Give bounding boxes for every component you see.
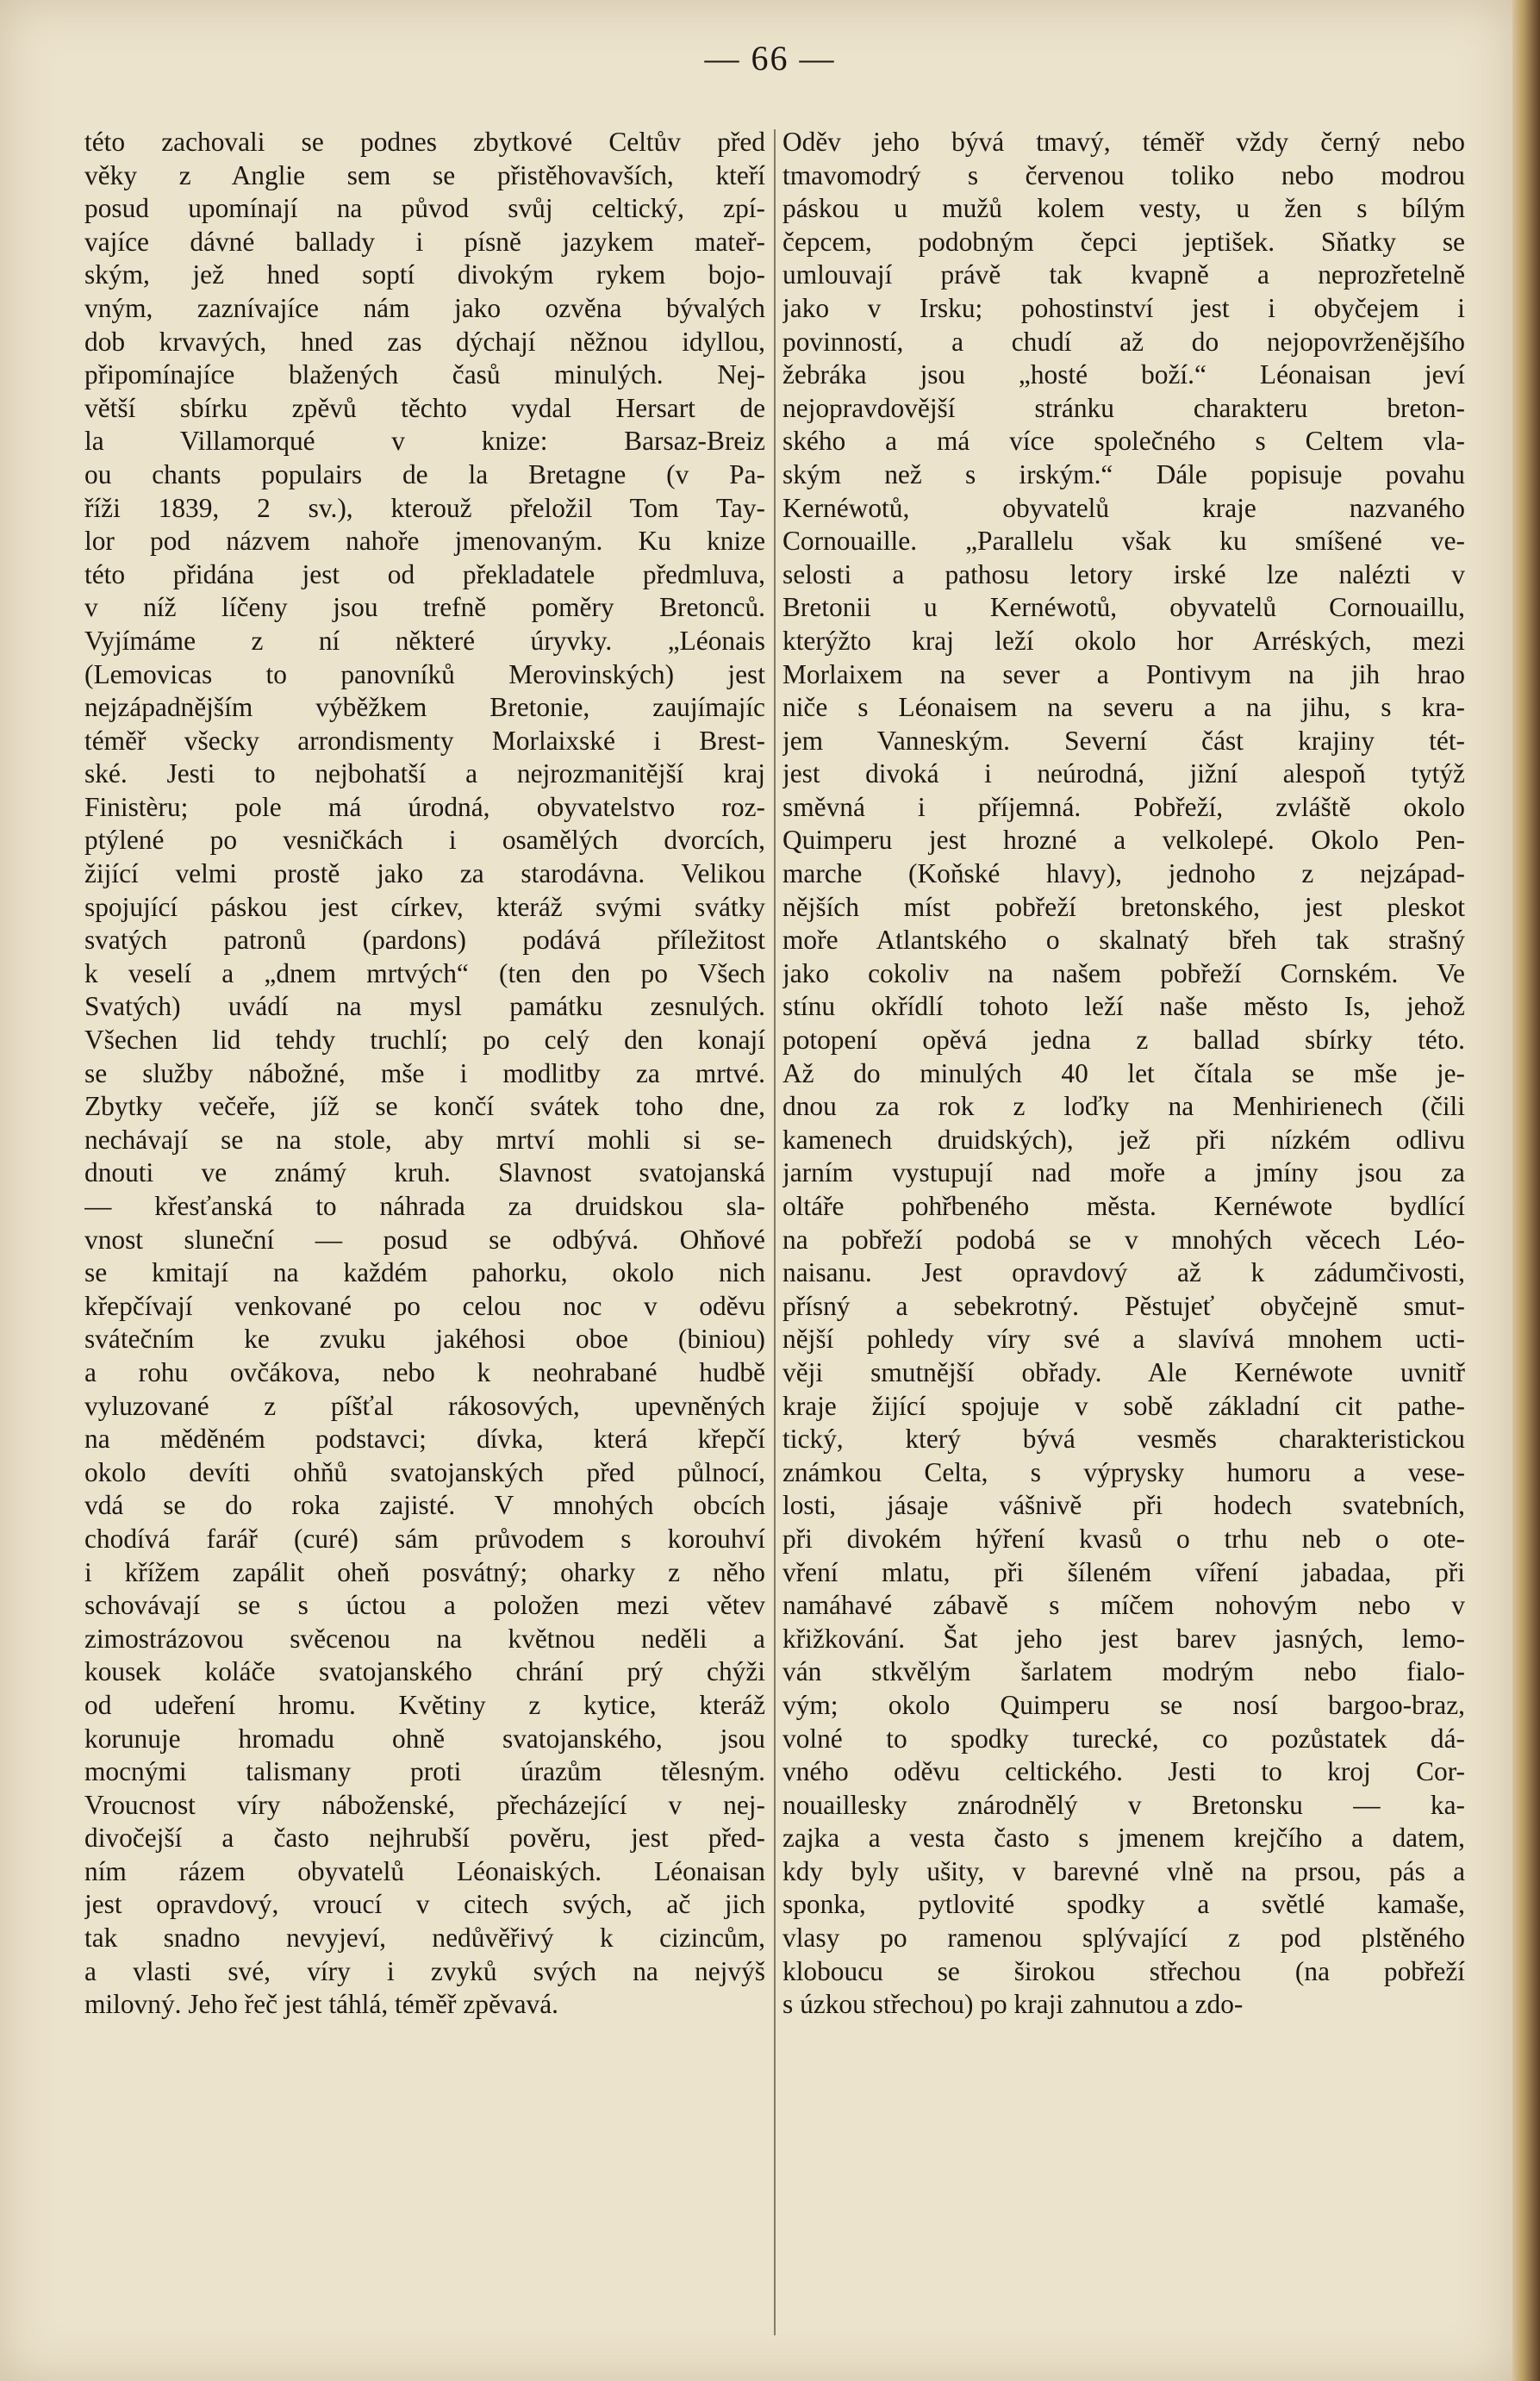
text-line: nějších míst pobřeží bretonského, jest pleskot <box>782 891 1465 922</box>
text-line: potopení opěvá jedna z ballad sbírky této. <box>782 1025 1465 1056</box>
text-line: jest divoká i neúrodná, jižní alespoň tytýž <box>782 758 1465 789</box>
text-line: Vyjímáme z ní některé úryvky. „Léonais <box>84 625 765 656</box>
text-line: povinností, a chudí až do nejopovrženějšího <box>782 326 1465 357</box>
text-line: této přidána jest od překladatele předmluva, <box>84 558 765 589</box>
text-line: spojující páskou jest církev, kteráž svými svátky <box>84 891 765 922</box>
text-line: selosti a pathosu letory irské lze nalézti v <box>782 558 1465 589</box>
text-line: nější pohledy víry své a slavívá mnohem ucti- <box>782 1324 1465 1355</box>
text-line: tmavomodrý s červenou toliko nebo modrou <box>782 159 1465 190</box>
text-line: k veselí a „dnem mrtvých“ (ten den po Všech <box>84 957 765 988</box>
text-line: zimostrázovou svěcenou na květnou neděli a <box>84 1623 765 1654</box>
text-line: vdá se do roka zajisté. V mnohých obcích <box>84 1490 765 1521</box>
text-line: naisanu. Jest opravdový až k zádumčivosti, <box>782 1257 1465 1288</box>
text-line: čepcem, podobným čepci jeptišek. Sňatky se <box>782 226 1465 257</box>
text-line: jako v Irsku; pohostinství jest i obyčejem i <box>782 292 1465 323</box>
text-line: vného oděvu celtického. Jesti to kroj Cor- <box>782 1756 1465 1787</box>
text-line: stínu okřídlí tohoto leží naše město Is, jehož <box>782 991 1465 1022</box>
text-line: ptýlené po vesničkách i osamělých dvorcích, <box>84 825 765 856</box>
text-line: věky z Anglie sem se přistěhovavších, kteří <box>84 159 765 190</box>
text-line: této zachovali se podnes zbytkové Celtův před <box>84 127 765 157</box>
text-line: okolo devíti ohňů svatojanských před půlnocí, <box>84 1456 765 1487</box>
text-line: a rohu ovčákova, nebo k neohrabané hudbě <box>84 1356 765 1387</box>
text-line: Oděv jeho bývá tmavý, téměř vždy černý nebo <box>782 127 1465 157</box>
text-line: vným, zaznívajíce nám jako ozvěna bývalých <box>84 292 765 323</box>
text-line: vnost sluneční — posud se odbývá. Ohňové <box>84 1224 765 1255</box>
text-line: marche (Koňské hlavy), jednoho z nejzápad- <box>782 858 1465 889</box>
text-line: Zbytky večeře, jíž se končí svátek toho dne, <box>84 1091 765 1122</box>
text-line: žijící velmi prostě jako za starodávna. Velikou <box>84 858 765 889</box>
right-column <box>782 126 1465 2349</box>
text-line: Svatých) uvádí na mysl památku zesnulých. <box>84 991 765 1022</box>
text-line: ou chants populairs de la Bretagne (v Pa- <box>84 458 765 489</box>
text-line: vajíce dávné ballady i písně jazykem mateř- <box>84 226 765 257</box>
text-line: kdy byly ušity, v barevné vlně na prsou, pás a <box>782 1855 1465 1886</box>
text-line: připomínajíce blažených časů minulých. Nej- <box>84 359 765 390</box>
text-line: jako cokoliv na našem pobřeží Cornském. Ve <box>782 957 1465 988</box>
text-line: Finistèru; pole má úrodná, obyvatelstvo roz- <box>84 791 765 822</box>
text-line: říži 1839, 2 sv.), kterouž přeložil Tom Tay- <box>84 492 765 523</box>
text-line: milovný. Jeho řeč jest táhlá, téměř zpěvavá. <box>84 1989 558 2020</box>
text-line: tak snadno nevyjeví, nedůvěřivý k cizincům, <box>84 1923 765 1954</box>
text-line: téměř všecky arrondismenty Morlaixské i Brest- <box>84 725 765 756</box>
text-line: křepčívají venkované po celou noc v oděvu <box>84 1290 765 1321</box>
text-line: jem Vanneským. Severní část krajiny tét- <box>782 725 1465 756</box>
text-line: vým; okolo Quimperu se nosí bargoo-braz, <box>782 1689 1465 1720</box>
text-line: a vlasti své, víry i zvyků svých na nejvýš <box>84 1955 765 1986</box>
text-line: posud upomínají na původ svůj celtický, zpí- <box>84 193 765 224</box>
text-line: Morlaixem na sever a Pontivym na jih hrao <box>782 658 1465 689</box>
text-line: přísný a sebekrotný. Pěstujeť obyčejně smut- <box>782 1290 1465 1321</box>
text-line: sponka, pytlovité spodky a světlé kamaše, <box>782 1889 1465 1920</box>
text-line: schovávají se s úctou a položen mezi větev <box>84 1590 765 1621</box>
page-edge <box>1512 0 1540 2381</box>
text-line: divočejší a často nejhrubší pověru, jest před- <box>84 1823 765 1854</box>
text-line: namáhavé zábavě s míčem nohovým nebo v <box>782 1590 1465 1621</box>
text-line: dnou za rok z loďky na Menhirienech (čili <box>782 1091 1465 1122</box>
text-line: žebráka jsou „hosté boží.“ Léonaisan jeví <box>782 359 1465 390</box>
text-line: ván stkvělým šarlatem modrým nebo fialo- <box>782 1656 1465 1687</box>
text-line: na pobřeží podobá se v mnohých věcech Léo- <box>782 1224 1465 1255</box>
text-line: známkou Celta, s výprysky humoru a vese- <box>782 1456 1465 1487</box>
text-line: i křížem zapálit oheň posvátný; oharky z něho <box>84 1556 765 1587</box>
text-line: moře Atlantského o skalnatý břeh tak strašný <box>782 925 1465 956</box>
page-number: — 66 — <box>704 39 836 78</box>
text-line: Všechen lid tehdy truchlí; po celý den konají <box>84 1025 765 1056</box>
text-line: větší sbírku zpěvů těchto vydal Hersart de <box>84 392 765 423</box>
text-line: s úzkou střechou) po kraji zahnutou a zdo- <box>782 1989 1244 2020</box>
text-line: dnouti ve známý kruh. Slavnost svatojanská <box>84 1157 765 1188</box>
text-line: Vroucnost víry náboženské, přecházející v nej- <box>84 1789 765 1820</box>
text-line: ským než s irským.“ Dále popisuje povahu <box>782 458 1465 489</box>
text-line: vlasy po ramenou splývající z pod plstěného <box>782 1923 1465 1954</box>
text-line: svatých patronů (pardons) podává příležitost <box>84 925 765 956</box>
text-line: Quimperu jest hrozné a velkolepé. Okolo Pen- <box>782 825 1465 856</box>
text-line: v níž líčeny jsou trefně poměry Bretonců. <box>84 592 765 623</box>
text-line: jest opravdový, vroucí v citech svých, ač jich <box>84 1889 765 1920</box>
text-line: vření mlatu, při šíleném víření jabadaa, při <box>782 1556 1465 1587</box>
text-line: Bretonii u Kernéwotů, obyvatelů Cornouaillu, <box>782 592 1465 623</box>
text-line: svátečním ke zvuku jakéhosi oboe (biniou) <box>84 1324 765 1355</box>
text-line: la Villamorqué v knize: Barsaz-Breiz <box>84 426 765 457</box>
text-line: mocnými talismany proti úrazům tělesným. <box>84 1756 765 1787</box>
text-line: zajka a vesta často s jmenem krejčího a datem, <box>782 1823 1465 1854</box>
text-line: dob krvavých, hned zas dýchají něžnou idyllou, <box>84 326 765 357</box>
text-line: nouaillesky znárodnělý v Bretonsku — ka- <box>782 1789 1465 1820</box>
text-line: niče s Léonaisem na severu a na jihu, s kra- <box>782 692 1465 723</box>
text-line: Kernéwotů, obyvatelů kraje nazvaného <box>782 492 1465 523</box>
text-line: kterýžto kraj leží okolo hor Arréských, mezi <box>782 625 1465 656</box>
text-line: kraje žijící spojuje v sobě základní cit pathe- <box>782 1390 1465 1421</box>
text-line: Cornouaille. „Parallelu však ku smíšené ve- <box>782 526 1465 557</box>
text-line: nechávají se na stole, aby mrtví mohli si se- <box>84 1124 765 1155</box>
text-line: tický, který bývá vesměs charakteristickou <box>782 1424 1465 1455</box>
text-line: se kmitají na každém pahorku, okolo nich <box>84 1257 765 1288</box>
text-line: korunuje hromadu ohně svatojanského, jsou <box>84 1723 765 1754</box>
text-line: kloboucu se širokou střechou (na pobřeží <box>782 1955 1465 1986</box>
text-line: nejzápadnějším výběžkem Bretonie, zaujímajíc <box>84 692 765 723</box>
text-line: vyluzované z píšťal rákosových, upevněných <box>84 1390 765 1421</box>
text-line: — křesťanská to náhrada za druidskou sla- <box>84 1191 765 1221</box>
text-line: směvná i příjemná. Pobřeží, zvláště okolo <box>782 791 1465 822</box>
text-line: kousek koláče svatojanského chrání prý chýži <box>84 1656 765 1687</box>
left-column <box>84 126 765 2349</box>
text-line: Až do minulých 40 let čítala se mše je- <box>782 1057 1465 1088</box>
text-line: křižkování. Šat jeho jest barev jasných, lemo- <box>782 1623 1465 1654</box>
text-line: ského a má více společného s Celtem vla- <box>782 426 1465 457</box>
text-line: ským, jež hned soptí divokým rykem bojo- <box>84 259 765 290</box>
text-line: na měděném podstavci; dívka, která křepčí <box>84 1424 765 1455</box>
text-line: oltáře pohřbeného města. Kernéwote bydlící <box>782 1191 1465 1221</box>
text-line: ním rázem obyvatelů Léonaiských. Léonaisan <box>84 1855 765 1886</box>
text-line: ské. Jesti to nejbohatší a nejrozmanitější kraj <box>84 758 765 789</box>
text-line: umlouvají právě tak kvapně a neprozřetelně <box>782 259 1465 290</box>
text-line: páskou u mužů kolem vesty, u žen s bílým <box>782 193 1465 224</box>
text-line: chodívá farář (curé) sám průvodem s korouhví <box>84 1523 765 1554</box>
text-line: kamenech druidských), jež při nízkém odlivu <box>782 1124 1465 1155</box>
column-divider <box>774 129 776 2335</box>
text-line: nejopravdovější stránku charakteru breton- <box>782 392 1465 423</box>
text-line: jarním vystupují nad moře a jmíny jsou za <box>782 1157 1465 1188</box>
text-line: lor pod názvem nahoře jmenovaným. Ku knize <box>84 526 765 557</box>
text-line: volné to spodky turecké, co pozůstatek dá- <box>782 1723 1465 1754</box>
text-line: věji smutnější obřady. Ale Kernéwote uvnitř <box>782 1356 1465 1387</box>
text-line: (Lemovicas to panovníků Merovinských) jest <box>84 658 765 689</box>
text-line: losti, jásaje vášnivě při hodech svatebních, <box>782 1490 1465 1521</box>
text-line: se služby nábožné, mše i modlitby za mrtvé. <box>84 1057 765 1088</box>
text-line: při divokém hýření kvasů o trhu neb o ote- <box>782 1523 1465 1554</box>
text-line: od udeření hromu. Květiny z kytice, kteráž <box>84 1689 765 1720</box>
